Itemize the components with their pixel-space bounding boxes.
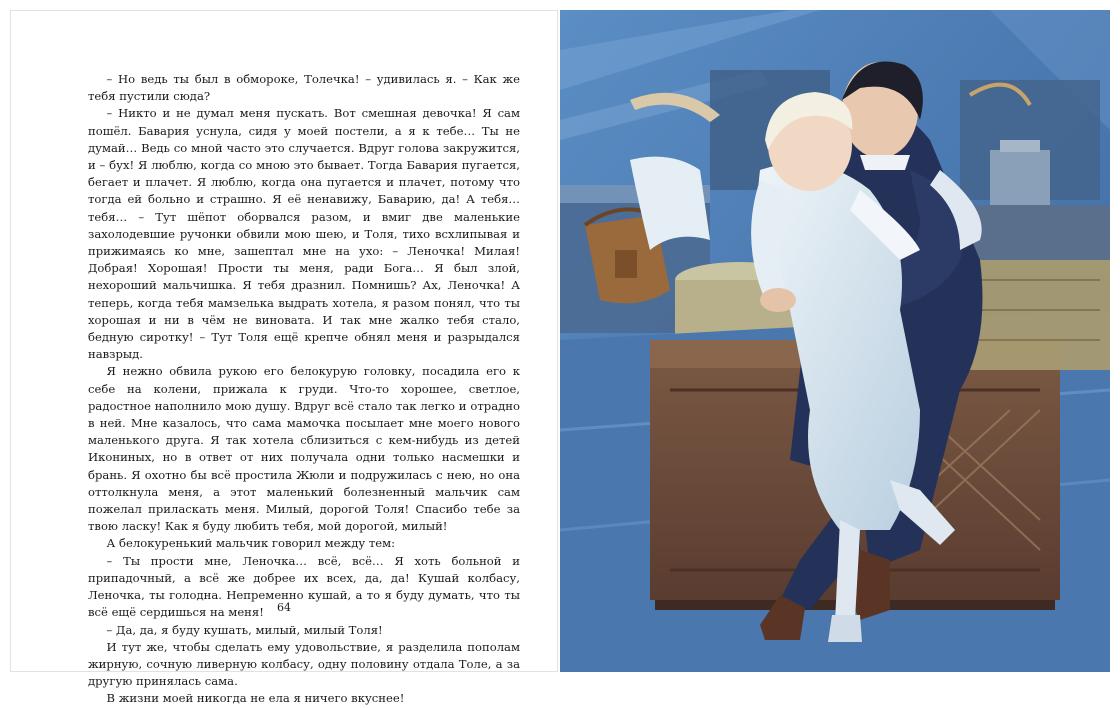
paragraph: – Ты прости мне, Леночка… всё, всё… Я хоть больной и припадочный, а всё же добрее их всех, да, да! Кушай колбасу, Леночка, ты голодна. Непременно кушай, а то я буду думать, что ты всё ещё сердишься на меня! [88,553,520,620]
paragraph: – Никто и не думал меня пускать. Вот смешная девочка! Я сам пошёл. Бавария уснула, сидя у моей постели, а я к тебе… Ты не думай… Ведь со мной часто это случается. Вдруг голова закружится, и – бух! Я люблю, когда со мною это бывает. Тогда Бавария пугается, бегает и плачет. Я люблю, когда она пугается и плачет, потому что тогда ей больно и страшно. Я её ненавижу, Баварию, да! А тебя… тебя… – Тут шёпот оборвался разом, и вмиг две маленькие захолодевшие ручонки обвили мою шею, и Толя, тихо всхлипывая и прижимаясь ко мне, зашептал мне на ухо: – Леночка! Милая! Добрая! Хорошая! Прости ты меня, ради Бога… Я был злой, нехороший мальчишка. Я тебя дразнил. Помнишь? Ах, Леночка! А теперь, когда тебя мамзелька выдрать хотела, я разом понял, что ты хорошая и ни в чём не виновата. И так мне жалко тебя стало, бедную сиротку! – Тут Толя ещё крепче обнял меня и разрыдался навзрыд. [88,106,520,362]
paragraph: – Но ведь ты был в обмороке, Толечка! – удивилась я. – Как же тебя пустили сюда? [88,72,520,104]
paragraph: Я нежно обвила рукою его белокурую головку, посадила его к себе на колени, прижала к груди. Что-то хорошее, светлое, радостное наполнило мою душу. Вдруг всё стало так легко и отрадно в ней. Мне казалось, что сама мамочка посылает мне моего нового маленького друга. Я так хотела сблизиться с кем-нибудь из детей Икониных, но в ответ от них получала одни только насмешки и брань. Я охотно бы всё простила Жюли и подружилась с нею, но она оттолкнула меня, а этот маленький болезненный мальчик сам пожелал приласкать меня. Милый, дорогой Толя! Спасибо тебе за твою ласку! Как я буду любить тебя, мой дорогой, милый! [88,364,520,534]
paragraph: – Да, да, я буду кушать, милый, милый Толя! [106,622,383,637]
left-page [10,10,558,706]
illustration-page [560,10,1110,672]
page-number: 64 [277,601,291,614]
paragraph: А белокуренький мальчик говорил между тем: [106,536,396,551]
paragraph: И тут же, чтобы сделать ему удовольствие, я разделила пополам жирную, сочную ливерную колбасу, одну половину отдала Толе, а за другую принялась сама. [88,639,520,689]
illustration-girl-hugging-boy [560,10,1110,672]
paragraph: В жизни моей никогда не ела я ничего вкуснее! [106,691,405,706]
